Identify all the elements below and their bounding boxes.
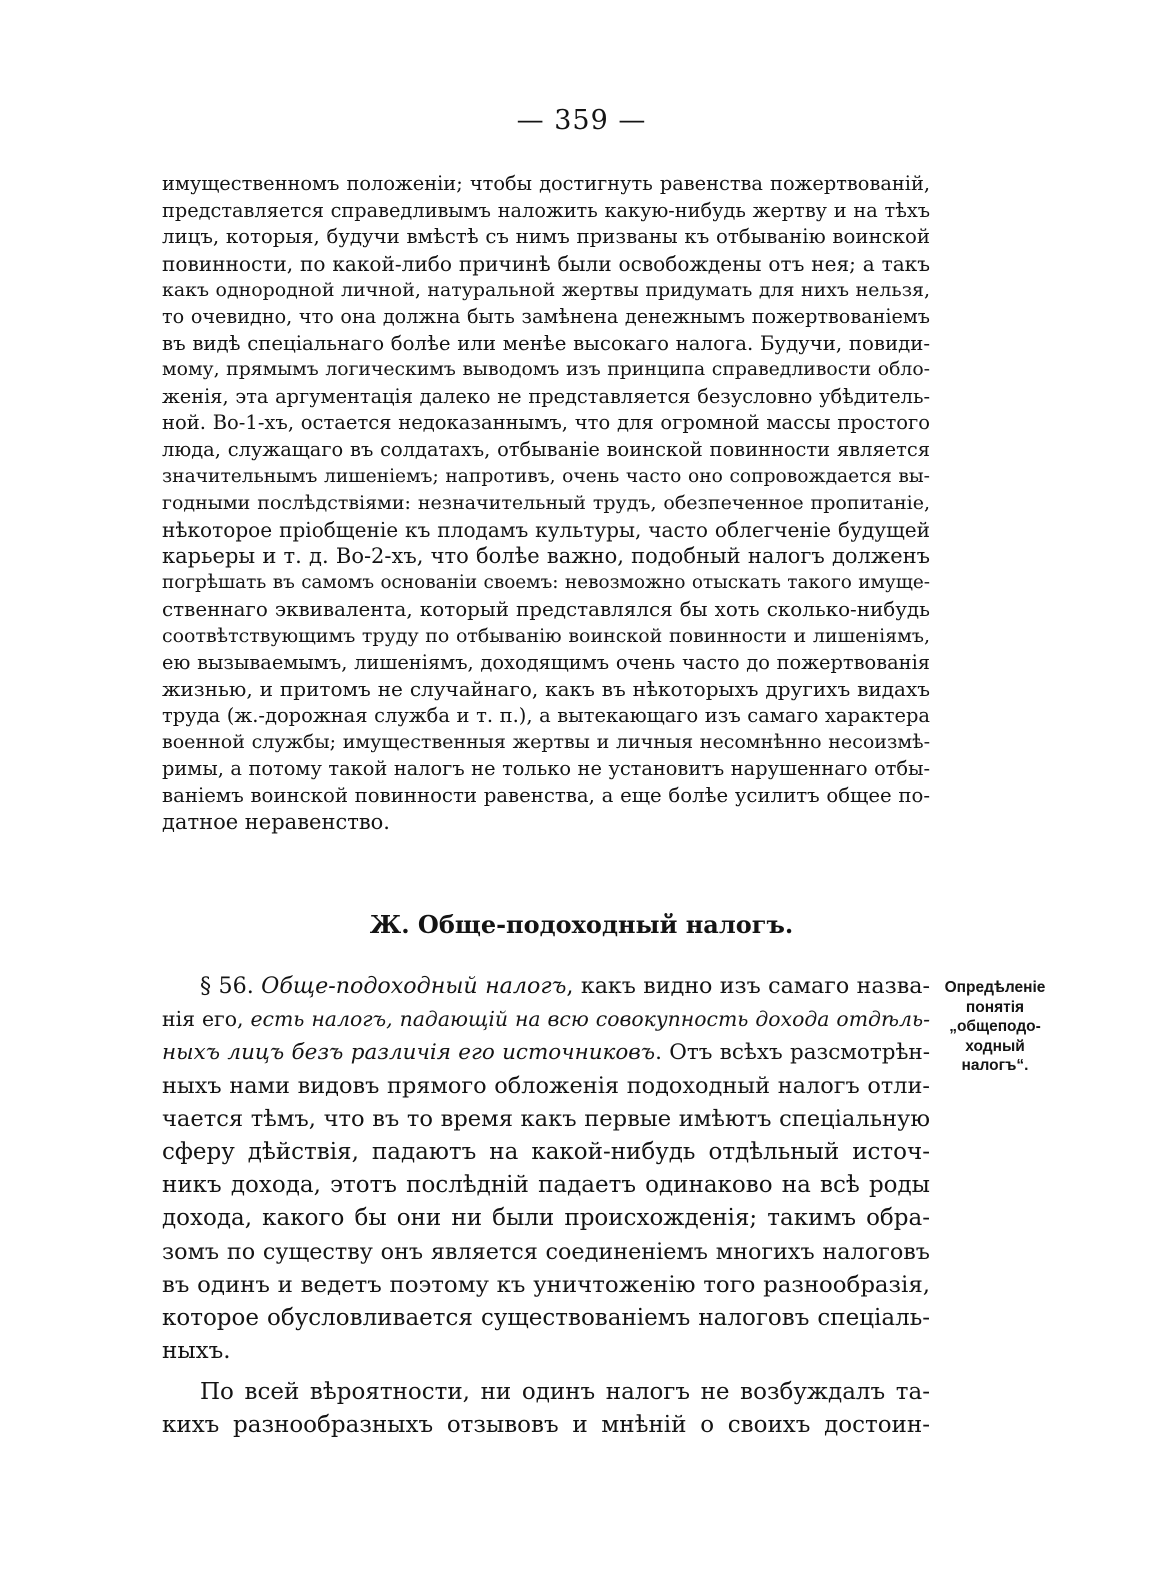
text-line: погрѣшать въ самомъ основанiи своемъ: невозможно отыскать такого имуще- xyxy=(162,571,930,593)
text-line: соотвѣтствующимъ труду по отбыванiю воинской повинности и лишенiямъ, xyxy=(162,625,930,648)
text-line: римы, а потому такой налогъ не только не установитъ нарушеннаго отбы- xyxy=(162,757,930,781)
text-line: мому, прямымъ логическимъ выводомъ изъ принципа справедливости обло- xyxy=(162,359,930,381)
text-line: труда (ж.-дорожная служба и т. п.), а вытекающаго изъ самаго характера xyxy=(162,703,930,727)
text-line xyxy=(162,970,930,1003)
section-number: § 56. xyxy=(200,973,262,999)
margin-note-line: понятiя xyxy=(965,998,1025,1016)
text-line: въ видѣ спецiальнаго болѣе или менѣе высокаго налога. Будучи, повиди- xyxy=(162,331,930,355)
text-line: представляется справедливымъ наложить какую-нибудь жертву и на тѣхъ xyxy=(162,198,930,222)
text-line: военной службы; имущественныя жертвы и личныя несомнѣнно несоизмѣ- xyxy=(162,731,930,754)
text-line: ственнаго эквивалента, который представлялся бы хоть сколько-нибудь xyxy=(162,597,930,621)
definition-italic: ныхъ лицъ безъ различiя его источниковъ xyxy=(162,1040,656,1066)
text-fragment: , какъ видно изъ самаго назва- xyxy=(566,973,930,999)
text-fragment: нiя его, xyxy=(162,1007,251,1032)
text-line: значительнымъ лишенiемъ; напротивъ, очень часто оно сопровождается вы- xyxy=(162,465,930,487)
text-line: кихъ разнообразныхъ отзывовъ и мнѣнiй о своихъ достоин- xyxy=(162,1412,930,1439)
section-heading: Ж. Обще-подоходный налогъ. xyxy=(369,910,794,939)
paragraph-56 xyxy=(162,970,930,1368)
margin-note-line: налогъ“. xyxy=(961,1057,1029,1074)
margin-note-line: „общеподо- xyxy=(949,1018,1041,1035)
text-line xyxy=(162,1036,930,1069)
page-number: — 359 — xyxy=(516,105,647,136)
text-line: которое обусловливается существованiемъ налоговъ спецiаль- xyxy=(162,1304,930,1331)
text-line: жизнью, и притомъ не случайнаго, какъ въ нѣкоторыхъ другихъ видахъ xyxy=(162,677,930,702)
text-line: ной. Во-1-хъ, остается недоказаннымъ, что для огромной массы простого xyxy=(162,411,930,435)
text-line: люда, служащаго въ солдатахъ, отбыванiе воинской повинности является xyxy=(162,437,930,461)
text-line: никъ дохода, этотъ послѣднiй падаетъ одинаково на всѣ роды xyxy=(162,1172,930,1199)
text-line: чается тѣмъ, что въ то время какъ первые имѣютъ спецiальную xyxy=(162,1105,930,1132)
text-line xyxy=(162,1003,930,1036)
text-line: По всей вѣроятности, ни одинъ налогъ не возбуждалъ та- xyxy=(200,1379,930,1406)
text-line: годными послѣдствiями: незначительный трудъ, обезпеченное пропитанiе, xyxy=(162,492,930,515)
paragraph-2 xyxy=(162,1376,930,1442)
text-line: ныхъ нами видовъ прямого обложенiя подоходный налогъ отли- xyxy=(162,1072,930,1099)
term-italic: Обще-подоходный налогъ xyxy=(261,973,567,999)
text-line: какъ однородной личной, натуральной жертвы придумать для нихъ нельзя, xyxy=(162,279,930,302)
body-text-top xyxy=(162,171,930,836)
text-line: дохода, какого бы они ни были происхожденiя; такимъ обра- xyxy=(162,1205,930,1232)
text-line: датное неравенство. xyxy=(162,810,390,835)
text-line: повинности, по какой-либо причинѣ были освобождены отъ нея; а такъ xyxy=(162,251,930,276)
text-line: сферу дѣйствiя, падаютъ на какой-нибудь отдѣльный источ- xyxy=(162,1138,930,1165)
text-line: лицъ, которыя, будучи вмѣстѣ съ нимъ призваны къ отбыванiю воинской xyxy=(162,225,930,249)
text-line: имущественномъ положенiи; чтобы достигнуть равенства пожертвованiй, xyxy=(162,172,930,195)
text-line: карьеры и т. д. Во-2-хъ, что болѣе важно, подобный налогъ долженъ xyxy=(162,544,930,569)
text-line: женiя, эта аргументацiя далеко не представляется безусловно убѣдитель- xyxy=(162,384,930,408)
text-line: то очевидно, что она должна быть замѣнена денежнымъ пожертвованiемъ xyxy=(162,304,930,328)
text-line: ею вызываемымъ, лишенiямъ, доходящимъ очень часто до пожертвованiя xyxy=(162,650,930,674)
text-line: нѣкоторое прiобщенiе къ плодамъ культуры, часто облегченiе будущей xyxy=(162,517,930,542)
margin-note-line: Опредѣленiе xyxy=(944,979,1046,996)
definition-italic: есть налогъ, падающiй на всю совокупность дохода отдѣль- xyxy=(250,1007,930,1032)
body-text-section xyxy=(162,970,930,1443)
text-line: зомъ по существу онъ является соединенiемъ многихъ налоговъ xyxy=(162,1238,930,1265)
text-line: ванiемъ воинской повинности равенства, а еще болѣе усилитъ общее по- xyxy=(162,783,930,807)
text-fragment: . Отъ всѣхъ разсмотрѣн- xyxy=(655,1040,930,1066)
text-line: въ одинъ и ведетъ поэтому къ уничтоженiю того разнообразiя, xyxy=(162,1271,930,1298)
text-line: ныхъ. xyxy=(162,1338,231,1365)
margin-note xyxy=(936,978,1054,1076)
margin-note-line: ходный xyxy=(965,1037,1025,1055)
